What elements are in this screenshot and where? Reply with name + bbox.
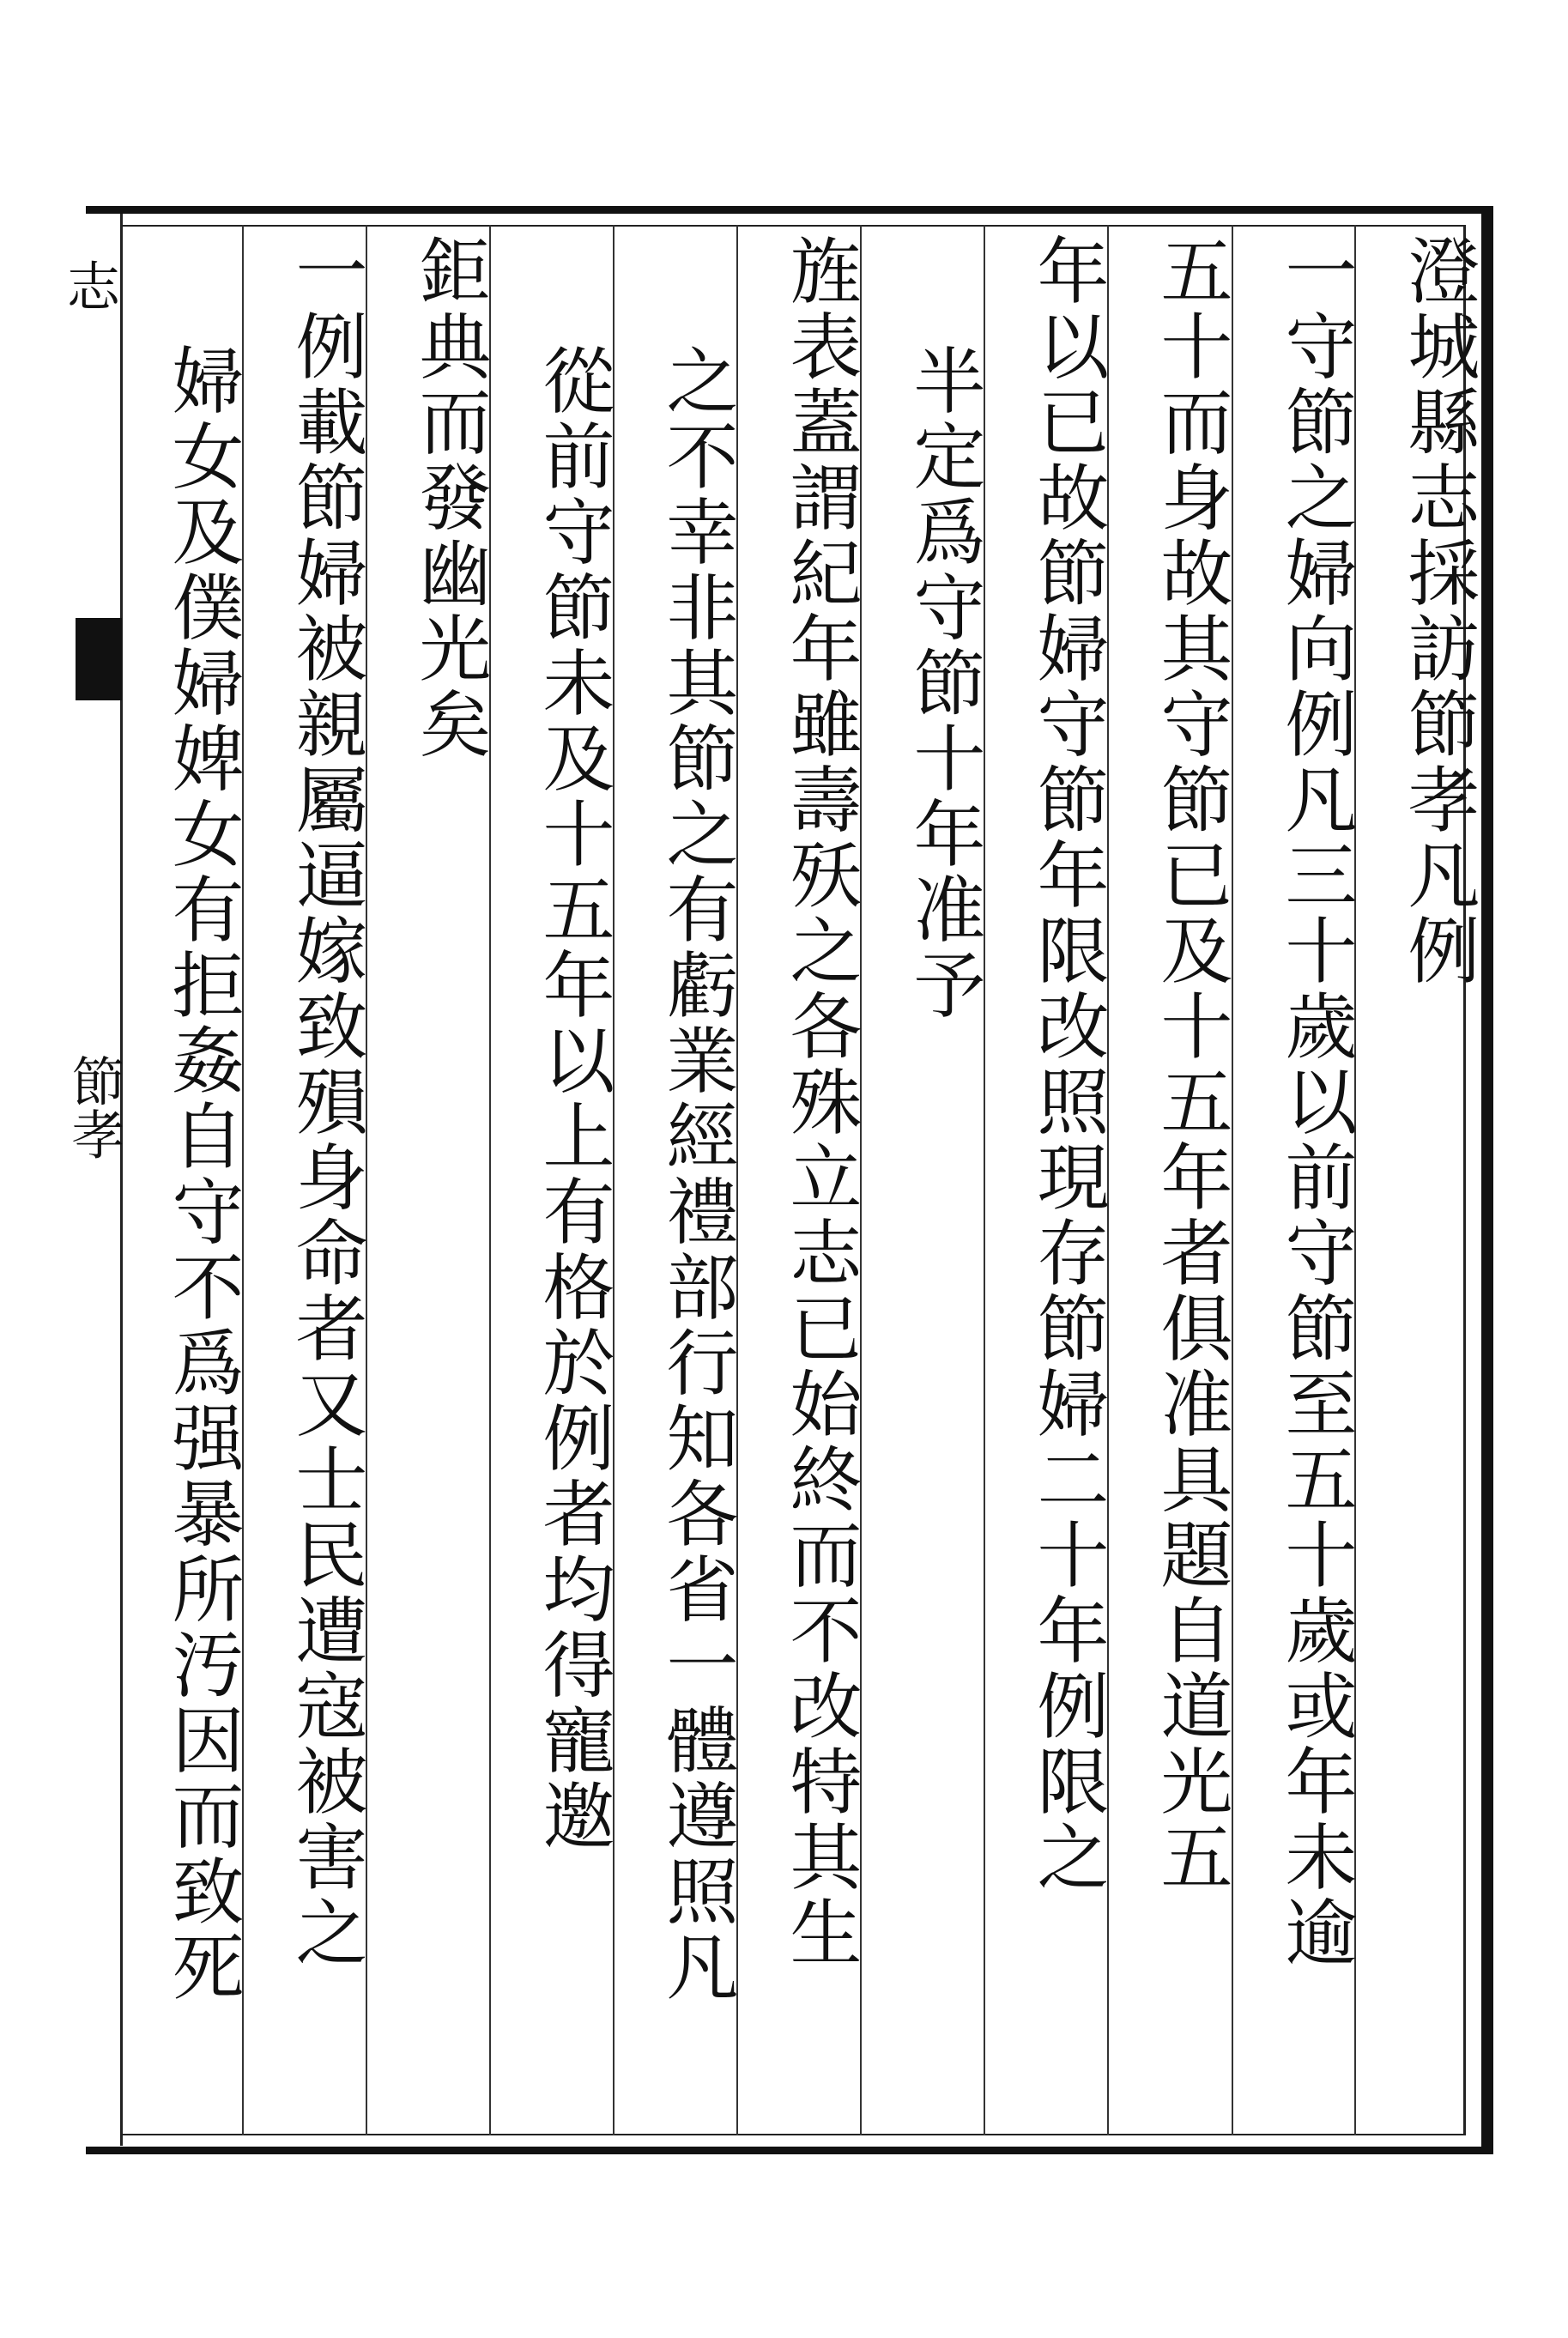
text-column-6: 之不幸非其節之有虧業經禮部行知各省一體遵照凡	[655, 343, 739, 2005]
margin-title-text: 志	[66, 256, 120, 318]
text-column-4: 半定爲守節十年准予	[902, 343, 986, 1023]
text-column-3: 年以已故節婦守節年限改照現存節婦二十年例限之	[1026, 233, 1110, 1895]
text-column-1: 一守節之婦向例凡三十歲以前守節至五十歲或年未逾	[1274, 233, 1358, 1971]
text-column-7: 從前守節未及十五年以上有格於例者均得寵邀	[531, 343, 615, 1854]
text-column-5: 旌表蓋謂紀年雖壽殀之各殊立志已始終而不改特其生	[778, 233, 863, 1971]
text-column-9: 一例載節婦被親屬逼嫁致殞身命者又士民遭寇被害之	[284, 233, 368, 1971]
text-column-10: 婦女及僕婦婢女有拒姦自守不爲强暴所汚因而致死	[160, 343, 245, 2005]
text-column-8: 鉅典而發幽光矣	[408, 233, 492, 762]
title-column: 澄城縣志採訪節孝凡例	[1396, 233, 1480, 989]
text-column-2: 五十而身故其守節已及十五年者俱准具題自道光五	[1149, 233, 1233, 1895]
margin-section-text: 節孝	[63, 1054, 125, 1160]
